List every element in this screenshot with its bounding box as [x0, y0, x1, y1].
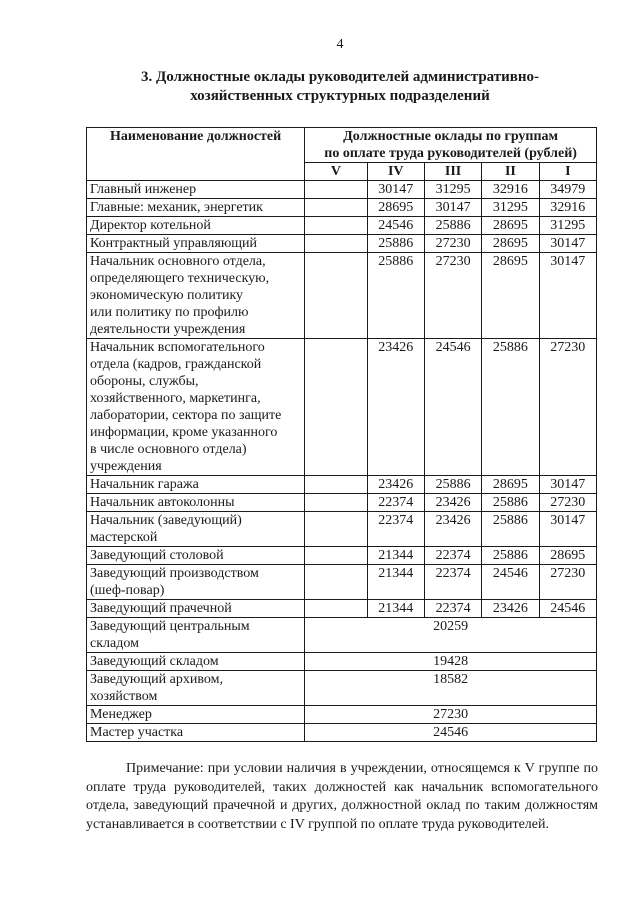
table-row: [87, 199, 597, 217]
position-name: [87, 199, 305, 217]
position-name: [87, 494, 305, 512]
salary-group-i-cell: 28695: [539, 547, 596, 565]
salary-single-value-cell: 18582: [305, 671, 597, 706]
table-row: [87, 547, 597, 565]
position-name-line: Заведующий прачечной: [90, 601, 232, 616]
section-heading: [80, 68, 600, 106]
section-heading-line-1: 3. Должностные оклады руководителей административно-: [140, 69, 540, 85]
position-name: [87, 476, 305, 494]
salary-table: [86, 127, 597, 742]
salary-group-i-cell: 27230: [539, 565, 596, 600]
position-name-line: Начальник основного отдела,: [90, 254, 266, 269]
group-label-iii: III: [424, 163, 481, 181]
position-name-line: экономическую политику: [90, 288, 244, 303]
position-name-line: Заведующий архивом,: [90, 672, 223, 687]
position-name-line: Начальник гаража: [90, 477, 199, 492]
header-position-name: Наименование должностей: [87, 128, 305, 181]
salary-group-v-cell: [305, 199, 367, 217]
position-name: [87, 253, 305, 339]
salary-group-ii-cell: 28695: [482, 235, 539, 253]
table-row: [87, 253, 597, 339]
position-name: [87, 724, 305, 742]
salary-single-value-cell: 19428: [305, 653, 597, 671]
position-name: [87, 217, 305, 235]
position-name: [87, 706, 305, 724]
position-name-line: складом: [90, 636, 139, 651]
header-salary-groups-line-2: по оплате труда руководителей (рублей): [324, 146, 577, 161]
table-row: [87, 706, 597, 724]
salary-group-iii-cell: 22374: [424, 565, 481, 600]
table-row: [87, 181, 597, 199]
position-name: [87, 600, 305, 618]
table-row: [87, 724, 597, 742]
position-name: [87, 235, 305, 253]
salary-group-ii-cell: 23426: [482, 600, 539, 618]
position-name-line: Главный инженер: [90, 182, 197, 197]
salary-group-iii-cell: 22374: [424, 547, 481, 565]
table-row: [87, 600, 597, 618]
salary-group-i-cell: 27230: [539, 339, 596, 476]
position-name-line: Мастер участка: [90, 725, 184, 740]
salary-group-iii-cell: 22374: [424, 600, 481, 618]
position-name-line: отдела (кадров, гражданской: [90, 357, 262, 372]
salary-group-ii-cell: 28695: [482, 476, 539, 494]
salary-group-v-cell: [305, 476, 367, 494]
position-name-line: информации, кроме указанного: [90, 425, 278, 440]
table-row: [87, 217, 597, 235]
position-name-line: определяющего техническую,: [90, 271, 270, 286]
salary-group-iii-cell: 25886: [424, 476, 481, 494]
salary-group-i-cell: 34979: [539, 181, 596, 199]
group-label-i: I: [539, 163, 596, 181]
position-name: [87, 671, 305, 706]
salary-group-iii-cell: 30147: [424, 199, 481, 217]
salary-group-iv-cell: 21344: [367, 547, 424, 565]
table-row: [87, 339, 597, 476]
salary-single-value-cell: 27230: [305, 706, 597, 724]
salary-group-v-cell: [305, 600, 367, 618]
table-row: [87, 512, 597, 547]
table-row: [87, 476, 597, 494]
position-name: [87, 339, 305, 476]
salary-group-v-cell: [305, 181, 367, 199]
position-name-line: или политику по профилю: [90, 305, 249, 320]
position-name-line: Заведующий центральным: [90, 619, 250, 634]
salary-single-value-cell: 24546: [305, 724, 597, 742]
header-salary-groups: [305, 128, 597, 163]
position-name-line: хозяйством: [90, 689, 158, 704]
salary-group-iv-cell: 24546: [367, 217, 424, 235]
salary-group-ii-cell: 25886: [482, 339, 539, 476]
salary-group-iv-cell: 25886: [367, 235, 424, 253]
table-body: [87, 181, 597, 742]
salary-group-iv-cell: 23426: [367, 476, 424, 494]
salary-group-ii-cell: 24546: [482, 565, 539, 600]
salary-group-iii-cell: 27230: [424, 253, 481, 339]
salary-group-v-cell: [305, 253, 367, 339]
group-label-ii: II: [482, 163, 539, 181]
salary-group-iii-cell: 27230: [424, 235, 481, 253]
salary-group-i-cell: 27230: [539, 494, 596, 512]
position-name-line: Менеджер: [90, 707, 152, 722]
position-name-line: (шеф-повар): [90, 583, 165, 598]
position-name-line: Заведующий складом: [90, 654, 219, 669]
salary-group-iii-cell: 25886: [424, 217, 481, 235]
salary-group-v-cell: [305, 565, 367, 600]
position-name-line: Начальник (заведующий): [90, 513, 242, 528]
salary-group-iii-cell: 31295: [424, 181, 481, 199]
position-name-line: учреждения: [90, 459, 162, 474]
salary-group-iii-cell: 23426: [424, 494, 481, 512]
table-row: [87, 671, 597, 706]
table-row: [87, 494, 597, 512]
position-name-line: Начальник автоколонны: [90, 495, 235, 510]
salary-group-ii-cell: 32916: [482, 181, 539, 199]
salary-group-v-cell: [305, 235, 367, 253]
salary-group-iv-cell: 22374: [367, 494, 424, 512]
salary-group-i-cell: 30147: [539, 253, 596, 339]
salary-group-v-cell: [305, 339, 367, 476]
salary-group-i-cell: 30147: [539, 512, 596, 547]
group-label-iv: IV: [367, 163, 424, 181]
page-number: 4: [336, 37, 344, 52]
position-name-line: Заведующий столовой: [90, 548, 224, 563]
position-name: [87, 512, 305, 547]
section-heading-line-2: хозяйственных структурных подразделений: [190, 88, 490, 104]
table-row: [87, 653, 597, 671]
salary-group-iv-cell: 23426: [367, 339, 424, 476]
position-name-line: Заведующий производством: [90, 566, 259, 581]
salary-group-v-cell: [305, 217, 367, 235]
position-name: [87, 565, 305, 600]
salary-group-ii-cell: 28695: [482, 217, 539, 235]
position-name-line: обороны, службы,: [90, 374, 199, 389]
table-header-row: [87, 128, 597, 163]
position-name-line: Начальник вспомогательного: [90, 340, 265, 355]
salary-single-value-cell: 20259: [305, 618, 597, 653]
salary-group-iv-cell: 25886: [367, 253, 424, 339]
salary-group-iv-cell: 21344: [367, 600, 424, 618]
salary-group-ii-cell: 31295: [482, 199, 539, 217]
salary-group-i-cell: 32916: [539, 199, 596, 217]
salary-group-ii-cell: 28695: [482, 253, 539, 339]
position-name-line: Директор котельной: [90, 218, 211, 233]
header-salary-groups-line-1: Должностные оклады по группам: [343, 129, 559, 144]
salary-group-v-cell: [305, 494, 367, 512]
salary-group-iv-cell: 28695: [367, 199, 424, 217]
salary-group-i-cell: 31295: [539, 217, 596, 235]
salary-group-iii-cell: 23426: [424, 512, 481, 547]
group-label-v: V: [305, 163, 367, 181]
position-name: [87, 618, 305, 653]
table-row: [87, 618, 597, 653]
salary-group-v-cell: [305, 547, 367, 565]
position-name: [87, 653, 305, 671]
salary-group-i-cell: 24546: [539, 600, 596, 618]
salary-group-iv-cell: 30147: [367, 181, 424, 199]
position-name-line: Главные: механик, энергетик: [90, 200, 263, 215]
salary-group-iv-cell: 21344: [367, 565, 424, 600]
salary-group-ii-cell: 25886: [482, 547, 539, 565]
table-row: [87, 235, 597, 253]
note-paragraph: Примечание: при условии наличия в учреждении, относящемся к V группе по оплате труда руководителей, таких должностей как начальник вспомогательного отдела, заведующий прачечной и других, должностной оклад по таким должностям устанавливается в соответствии с IV группой по оплате труда руководителей.: [86, 761, 598, 832]
position-name-line: деятельности учреждения: [90, 322, 246, 337]
salary-group-i-cell: 30147: [539, 235, 596, 253]
salary-group-ii-cell: 25886: [482, 494, 539, 512]
salary-group-iv-cell: 22374: [367, 512, 424, 547]
position-name: [87, 181, 305, 199]
salary-group-i-cell: 30147: [539, 476, 596, 494]
salary-group-v-cell: [305, 512, 367, 547]
table-row: [87, 565, 597, 600]
position-name-line: Контрактный управляющий: [90, 236, 258, 251]
salary-group-ii-cell: 25886: [482, 512, 539, 547]
position-name: [87, 547, 305, 565]
salary-group-iii-cell: 24546: [424, 339, 481, 476]
position-name-line: хозяйственного, маркетинга,: [90, 391, 261, 406]
position-name-line: лаборатории, сектора по защите: [90, 408, 282, 423]
position-name-line: в числе основного отдела): [90, 442, 247, 457]
position-name-line: мастерской: [90, 530, 158, 545]
